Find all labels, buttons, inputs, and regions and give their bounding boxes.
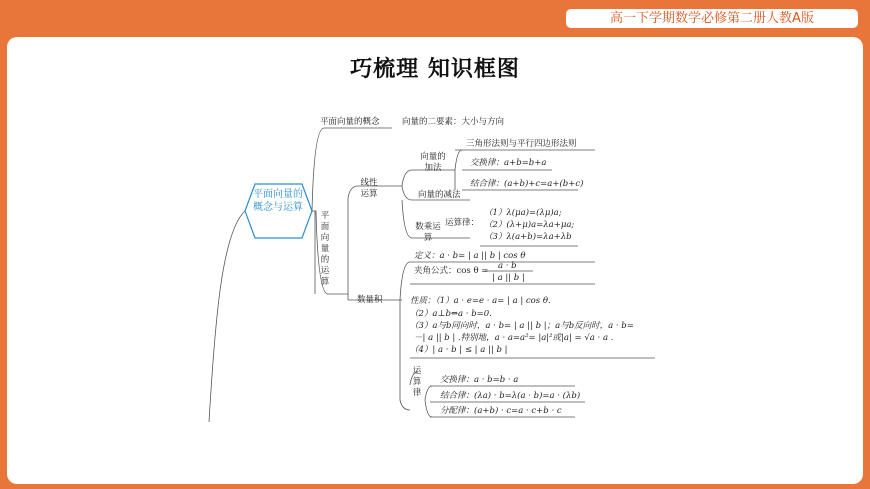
addition-commutative: 交换律：a+b=b+a bbox=[470, 158, 547, 168]
angle-numerator: a · b bbox=[498, 261, 517, 271]
dot-law-3: 分配律：(a+b) · c=a · c+b · c bbox=[440, 406, 562, 416]
linear-label: 线性运算 bbox=[360, 178, 378, 199]
scalar-item-2: （2）(λ+μ)a=λa+μa; bbox=[484, 220, 575, 230]
course-badge: 高一下学期数学必修第二册人教A版 bbox=[566, 9, 858, 28]
addition-associative: 结合律：(a+b)+c=a+(b+c) bbox=[470, 179, 584, 189]
property-2: （2）a⊥b⇔a · b=0. bbox=[410, 309, 492, 319]
scalar-item-3: （3）λ(a+b)=λa+λb bbox=[484, 232, 572, 242]
dot-laws-label: 运算律 bbox=[412, 366, 422, 398]
concept-sub: 向量的二要素：大小与方向 bbox=[402, 117, 505, 127]
dot-law-2: 结合律：(λa) · b=λ(a · b)=a · (λb) bbox=[440, 391, 581, 401]
property-3b: －| a || b | .特别地，a · a=a²= |a|²或|a| = √a · a . bbox=[414, 333, 614, 343]
property-3: （3）a与b同向时，a · b= | a || b |；a与b反向时，a · b= bbox=[410, 321, 634, 331]
angle-label: 夹角公式：cos θ = bbox=[414, 266, 489, 276]
addition-label: 向量的加法 bbox=[420, 152, 446, 173]
subtraction-label: 向量的减法 bbox=[418, 190, 461, 200]
angle-denominator: | a || b | bbox=[492, 273, 525, 283]
dot-law-1: 交换律：a · b=b · a bbox=[440, 375, 519, 385]
scalar-item-1: （1）λ(μa)=(λμ)a; bbox=[484, 208, 562, 218]
center-node: 平面向量的概念与运算 bbox=[253, 189, 303, 213]
addition-rule: 三角形法则与平行四边形法则 bbox=[466, 139, 577, 149]
concept-label: 平面向量的概念 bbox=[320, 117, 380, 127]
property-4: （4）| a · b | ≤ | a || b | bbox=[410, 345, 508, 355]
property-1: 性质：（1）a · e=e · a= | a | cos θ. bbox=[410, 296, 551, 306]
dot-label: 数量积 bbox=[357, 295, 383, 305]
ops-label: 平面向量的运算 bbox=[320, 211, 330, 287]
scalar-label: 数乘运算 bbox=[415, 222, 441, 243]
dot-definition: 定义：a · b= | a || b | cos θ bbox=[414, 251, 526, 261]
page-title: 巧梳理 知识框图 bbox=[350, 57, 520, 82]
scalar-law: 运算律： bbox=[445, 218, 480, 228]
